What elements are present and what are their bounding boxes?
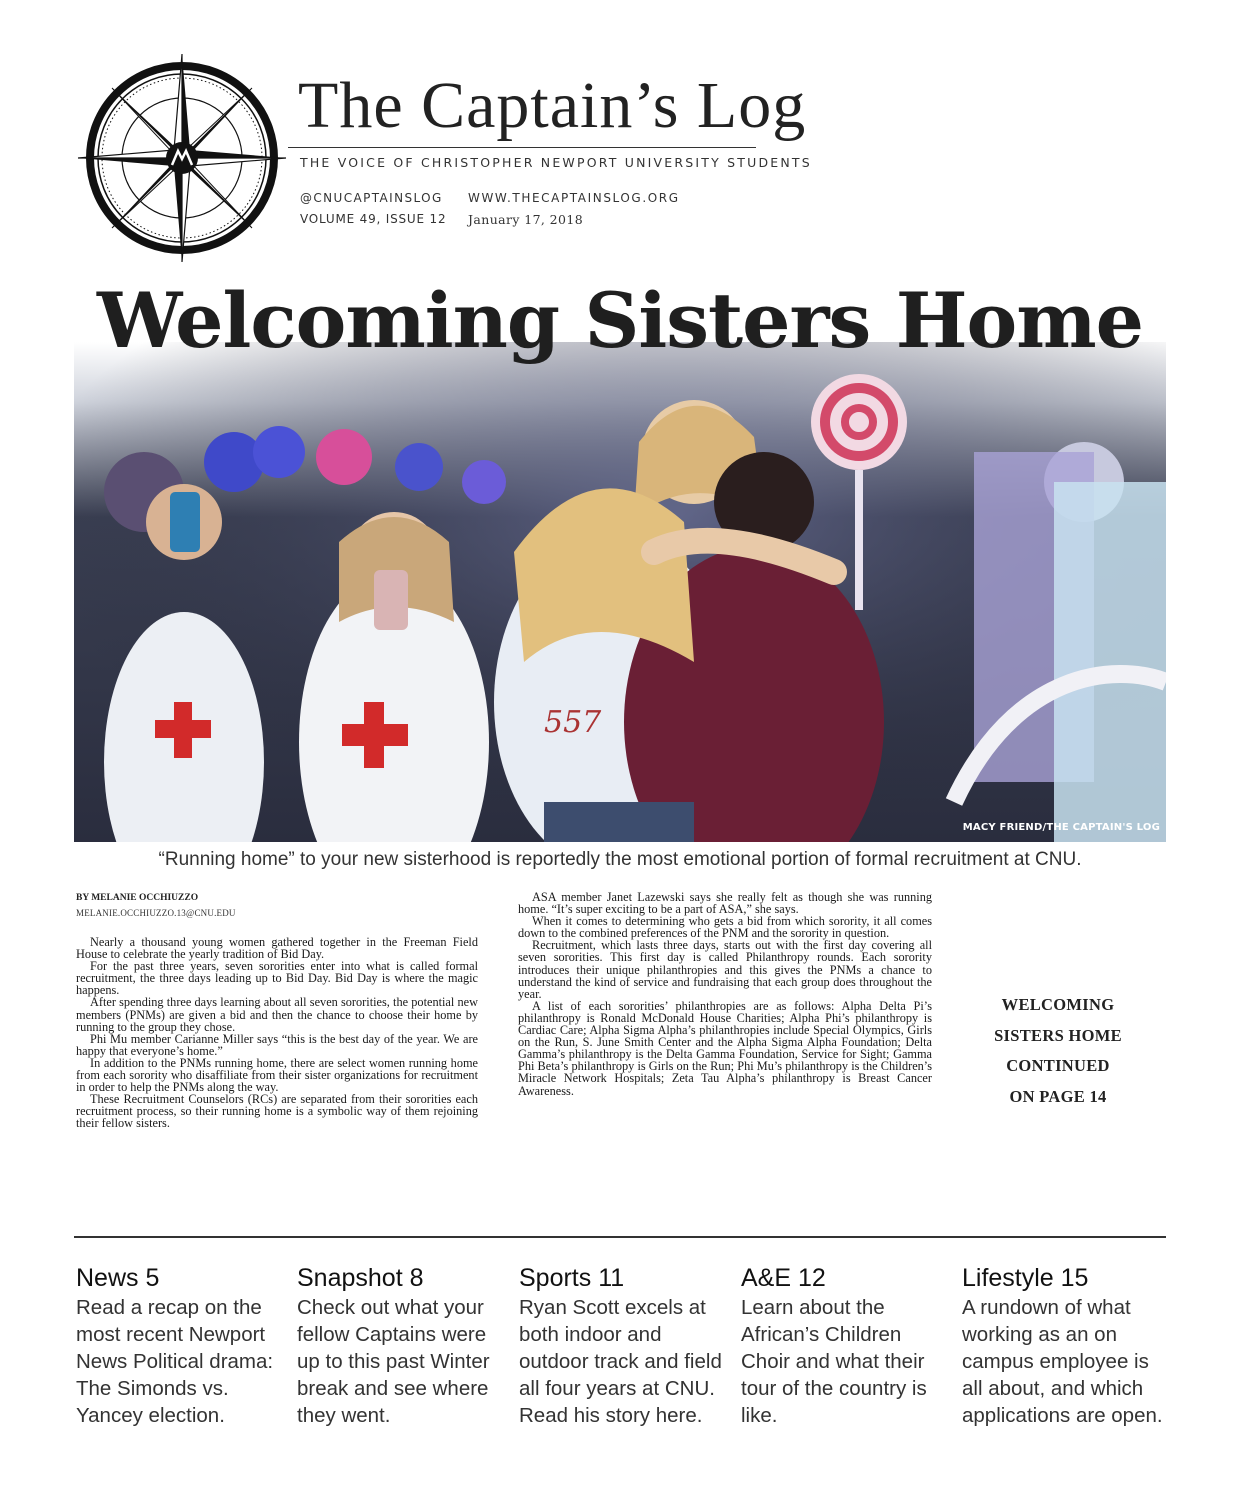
continued-line: WELCOMING bbox=[1001, 995, 1115, 1014]
paragraph: When it comes to determining who gets a bid from which sorority, it all comes down to the combined preferences of the PNM and the sorority in question. bbox=[518, 914, 932, 941]
paragraph: Nearly a thousand young women gathered together in the Freeman Field House to celebrate the yearly tradition of Bid Day. bbox=[76, 935, 478, 962]
volume-issue: VOLUME 49, ISSUE 12 bbox=[300, 212, 447, 226]
article-column-1 bbox=[76, 936, 478, 1130]
teaser-text: A rundown of what working as an on campus employee is all about, and which applications are open. bbox=[962, 1296, 1163, 1427]
teaser-text: Read a recap on the most recent Newport News Political drama: The Simonds vs. Yancey election. bbox=[76, 1296, 274, 1427]
continued-line: SISTERS HOME bbox=[994, 1025, 1122, 1045]
compass-rose-icon bbox=[76, 52, 288, 264]
paragraph: ASA member Janet Lazewski says she really felt as though she was running home. “It’s super exciting to be a part of ASA,” she says. bbox=[518, 890, 932, 917]
photo-credit: MACY FRIEND/THE CAPTAIN'S LOG bbox=[962, 822, 1160, 833]
teaser-heading: Sports 11 bbox=[519, 1264, 625, 1292]
teaser-text: Check out what your fellow Captains were up to this past Winter break and see where they went. bbox=[297, 1296, 490, 1427]
tagline: THE VOICE OF CHRISTOPHER NEWPORT UNIVERSITY STUDENTS bbox=[300, 155, 812, 170]
lead-photo bbox=[74, 342, 1166, 842]
paragraph: These Recruitment Counselors (RCs) are separated from their sororities each recruitment process, so their running home is a symbolic way of them rejoining their fellow sisters. bbox=[76, 1092, 478, 1131]
paragraph: A list of each sororities’ philanthropies are as follows: Alpha Delta Pi’s philanthropy is Ronald McDonald House Charities; Alpha Phi’s philanthropy is Cardiac Care; Alpha Sigma Alpha’s philanthropies include Special Olympics, Girls on the Run, S. June Smith Center and the Alpha Sigma Alpha Foundation; Delta Gamma’s philanthropy is the Delta Gamma Foundation, Service for Sight; Gamma Phi Beta’s philanthropy is Girls on the Run; Phi Mu’s philanthropy is the Children’s Miracle Network Hospitals; Zeta Tau Alpha’s philanthropy is Breast Cancer Awareness. bbox=[518, 998, 932, 1098]
teaser-heading: Snapshot 8 bbox=[297, 1264, 424, 1292]
svg-text:557: 557 bbox=[544, 705, 602, 740]
teaser-sports[interactable] bbox=[519, 1262, 729, 1429]
website-url: WWW.THECAPTAINSLOG.ORG bbox=[468, 191, 680, 205]
paragraph: For the past three years, seven sororities enter into what is called formal recruitment, the three days leading up to Bid Day. Bid Day is where the magic happens. bbox=[76, 959, 478, 998]
teaser-text: Ryan Scott excels at both indoor and outdoor track and field all four years at CNU. Read his story here. bbox=[519, 1296, 722, 1427]
paragraph: In addition to the PNMs running home, there are select women running home from each sorority who disaffiliate from their sister organizations for recruitment in order to help the PNMs along the way. bbox=[76, 1055, 478, 1095]
continued-line: CONTINUED bbox=[1006, 1056, 1110, 1075]
teaser-news[interactable] bbox=[76, 1262, 286, 1429]
paragraph: Recruitment, which lasts three days, starts out with the first day covering all seven sororities. This first day is called Philanthropy rounds. Each sorority introduces their unique philanthropies and this gives the PNMs a chance to understand the kind of service and fundraising that each group does throughout the year. bbox=[518, 938, 932, 1001]
paper-title: The Captain’s Log bbox=[298, 69, 807, 142]
issue-date: January 17, 2018 bbox=[468, 212, 584, 227]
teaser-heading: Lifestyle 15 bbox=[962, 1264, 1089, 1292]
author-email: MELANIE.OCCHIUZZO.13@CNU.EDU bbox=[76, 908, 236, 918]
masthead-rule bbox=[288, 147, 756, 148]
teaser-text: Learn about the African’s Children Choir and what their tour of the country is like. bbox=[741, 1296, 927, 1427]
teaser-lifestyle[interactable] bbox=[962, 1262, 1172, 1429]
teaser-heading: A&E 12 bbox=[741, 1264, 826, 1292]
article-column-2 bbox=[518, 891, 932, 1097]
teaser-snapshot[interactable] bbox=[297, 1262, 507, 1429]
section-divider bbox=[74, 1236, 1166, 1238]
teaser-arts-entertainment[interactable] bbox=[741, 1262, 951, 1429]
twitter-handle: @CNUCAPTAINSLOG bbox=[300, 191, 443, 205]
paragraph: Phi Mu member Carianne Miller says “this is the best day of the year. We are happy that everyone’s home.” bbox=[76, 1031, 478, 1058]
continued-line: ON PAGE 14 bbox=[1009, 1086, 1107, 1106]
byline: BY MELANIE OCCHIUZZO bbox=[76, 893, 199, 903]
teaser-heading: News 5 bbox=[76, 1264, 160, 1292]
headline: Welcoming Sisters Home bbox=[96, 276, 1144, 365]
continued-notice bbox=[976, 990, 1140, 1112]
paragraph: After spending three days learning about all seven sororities, the potential new members (PNMs) are given a bid and then the chance to choose their home by running to the group they chose. bbox=[76, 995, 478, 1034]
photo-caption: “Running home” to your new sisterhood is reportedly the most emotional portion of formal recruitment at CNU. bbox=[158, 849, 1082, 870]
